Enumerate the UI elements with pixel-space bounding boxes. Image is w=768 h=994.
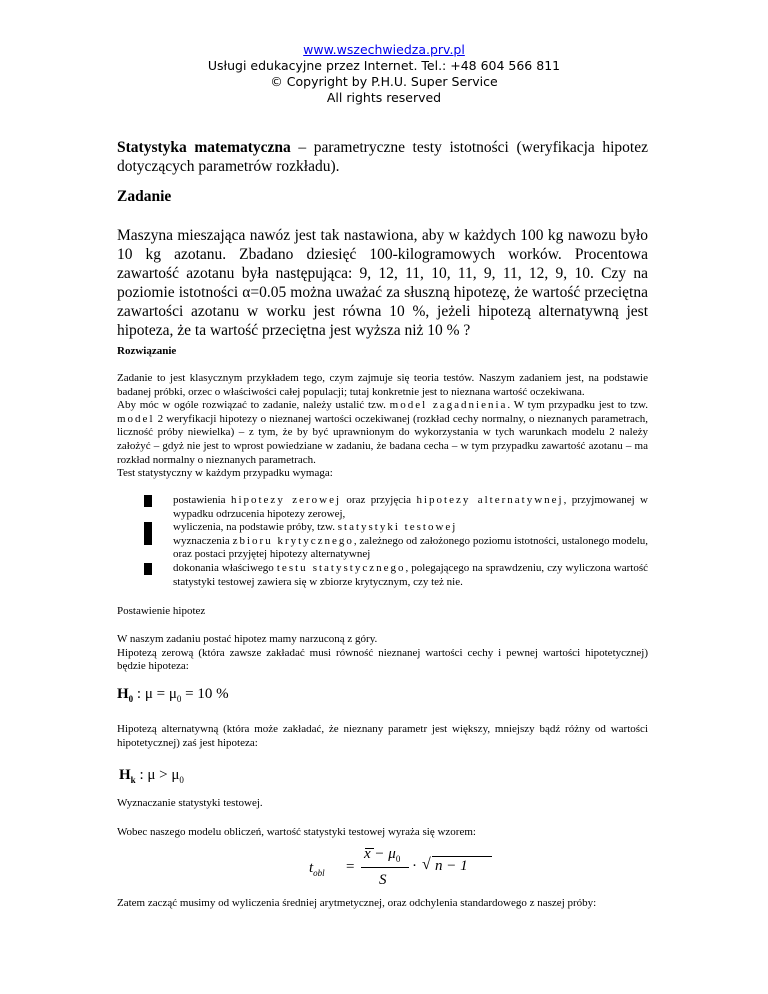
stat-heading: Wyznaczanie statystyki testowej. <box>117 797 263 809</box>
doc-title: Statystyka matematyczna – parametryczne testy istotności (weryfikacja hipotez dotyczących parametrów rozkładu). <box>117 139 649 175</box>
bullet-icon <box>144 563 152 575</box>
list-item: postawienia hipotezy zerowej oraz przyjęcia hipotezy alternatywnej, przyjmowanej w wypadku odrzucenia hipotezy zerowej, <box>117 494 648 521</box>
test-statistic-formula: $t_{obl}$ = $x - \mu_0$ S · √ n − 1 <box>309 846 499 892</box>
solution-heading: Rozwiązanie <box>117 345 177 357</box>
list-item: wyliczenia, na podstawie próby, tzw. statystyki testowej <box>117 521 648 535</box>
page-header <box>0 42 768 106</box>
alt-hypothesis: $H_k$ : $\mu > \mu_0$ <box>119 767 184 785</box>
site-link[interactable]: www.wszechwiedza.prv.pl <box>303 42 465 57</box>
stat-intro: Wobec naszego modelu obliczeń, wartość statystyki testowej wyraża się wzorem: <box>117 826 476 838</box>
list-item: dokonania właściwego testu statystycznego, polegającego na sprawdzeniu, czy wyliczona wartość statystyki testowej zawiera się w zbiorze krytycznym, czy też nie. <box>117 562 648 589</box>
null-hypothesis: $H_0$ : $\mu = \mu_0 = 10$ % <box>117 686 229 704</box>
hypotheses-heading: Postawienie hipotez <box>117 605 206 617</box>
header-contact: Usługi edukacyjne przez Internet. Tel.: +48 604 566 811 <box>207 58 561 73</box>
hypotheses-intro: W naszym zadaniu postać hipotez mamy narzuconą z góry. Hipotezą zerową (która zawsze zakładać musi równość nieznanej wartości cechy i pewnej wartości hipotetycznej) będzie hipoteza: <box>117 633 648 673</box>
solution-paragraph-1: Zadanie to jest klasycznym przykładem tego, czym zajmuje się teoria testów. Naszym zadaniem jest, na podstawie badanej próbki, orzec o właściwości całej populacji; tutaj konkretnie jest to nieznana wartość oczekiwana. <box>117 372 648 398</box>
alt-hypothesis-intro: Hipotezą alternatywną (która może zakładać, że nieznany parametr jest większy, mniejszy bądź różny od wartości hipotetycznej) zaś jest hipoteza: <box>117 723 648 749</box>
stat-next-step: Zatem zacząć musimy od wyliczenia średniej arytmetycznej, oraz odchylenia standardowego z naszej próby: <box>117 897 597 909</box>
solution-text <box>117 372 648 481</box>
bullet-icon <box>144 495 152 507</box>
solution-paragraph-2: Aby móc w ogóle rozwiązać to zadanie, należy ustalić tzw. model zagadnienia. W tym przypadku jest to tzw. model 2 weryfikacji hipotezy o nieznanej wartości oczekiwanej (rozkład cechy normalny, o nieznanych parametrach, liczność próby niewielka) – z tym, że by być uprawnionym do wykorzystania w tych warunkach modelu 2 należy założyć – gdyż nie jest to wprost powiedziane w zadaniu, że badana cecha – w tym przypadku zawartość azotanu – ma rozkład normalny o nieznanych parametrach. <box>117 399 648 466</box>
header-copyright: © Copyright by P.H.U. Super Service <box>270 74 498 89</box>
list-item: wyznaczenia zbioru krytycznego, zależnego od założonego poziomu istotności, ustalonego modelu, oraz postaci przyjętej hipotezy alternatywnej <box>173 534 649 561</box>
solution-paragraph-3: Test statystyczny w każdym przypadku wymaga: <box>117 467 333 480</box>
task-text: Maszyna mieszająca nawóz jest tak nastawiona, aby w każdych 100 kg nawozu było 10 kg azotanu. Zbadano dziesięć 100-kilogramowych worków. Procentowa zawartość azotanu była następująca: 9, 12, 11, 10, 11, 9, 11, 12, 9, 10. Czy na poziomie istotności α=0.05 można uważać za słuszną hipotezę, że wartość przeciętna zawartości azotanu w worku jest równa 10 %, jeżeli hipotezą alternatywną jest hipoteza, że ta wartość przeciętna jest wyższa niż 10 % ? <box>117 227 648 339</box>
task-heading: Zadanie <box>117 188 172 205</box>
header-rights: All rights reserved <box>326 90 442 105</box>
requirements-list <box>117 494 648 589</box>
